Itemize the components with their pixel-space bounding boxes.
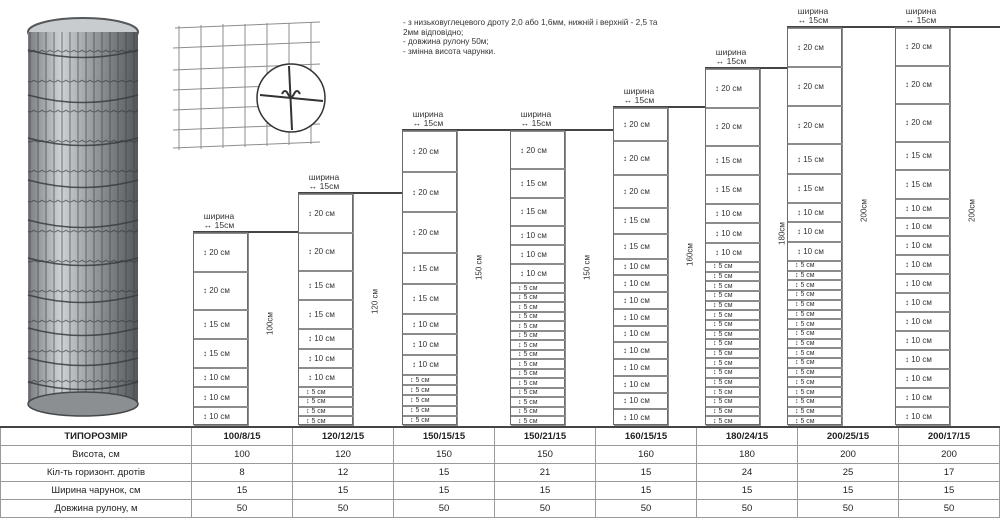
mesh-cell: ↕ 10 см xyxy=(896,199,951,218)
width-label-value: ↔ 15см xyxy=(715,56,747,66)
mesh-cell: ↕ 5 см xyxy=(706,407,761,417)
width-label-value: ↔ 15см xyxy=(905,15,937,25)
mesh-cell: ↕ 10 см xyxy=(896,218,951,237)
mesh-cell: ↕ 20 см xyxy=(896,28,951,66)
width-label-text: ширина xyxy=(623,86,655,96)
mesh-cell: ↕ 20 см xyxy=(788,106,843,145)
table-cell: 17 xyxy=(899,464,1000,482)
type-cell: 150/21/15 xyxy=(495,427,596,446)
mesh-cell: ↕ 10 см xyxy=(706,204,761,223)
table-row xyxy=(1,446,1000,464)
row-label: Ширина чарунок, см xyxy=(1,482,192,500)
mesh-cell: ↕ 15 см xyxy=(614,208,669,233)
mesh-cell: ↕ 5 см xyxy=(788,329,843,339)
mesh-cell: ↕ 5 см xyxy=(706,330,761,340)
mesh-cell: ↕ 20 см xyxy=(403,172,458,213)
mesh-cell: ↕ 20 см xyxy=(194,233,249,272)
width-label-value: ↔ 15см xyxy=(203,220,235,230)
mesh-cell: ↕ 5 см xyxy=(788,310,843,320)
cell-width-label xyxy=(701,48,761,66)
mesh-cell: ↕ 5 см xyxy=(511,283,566,293)
width-label-text: ширина xyxy=(203,211,235,221)
mesh-cell: ↕ 5 см xyxy=(511,331,566,341)
mesh-cell: ↕ 10 см xyxy=(706,223,761,242)
mesh-cell: ↕ 20 см xyxy=(614,141,669,174)
mesh-cell: ↕ 5 см xyxy=(706,301,761,311)
table-cell: 12 xyxy=(293,464,394,482)
table-cell: 200 xyxy=(899,446,1000,464)
table-cell: 15 xyxy=(394,464,495,482)
table-cell: 50 xyxy=(697,500,798,518)
mesh-cell: ↕ 15 см xyxy=(706,146,761,175)
mesh-cell: ↕ 5 см xyxy=(788,416,843,426)
cell-width-label xyxy=(891,7,951,25)
cell-width-label xyxy=(189,212,249,230)
mesh-cell: ↕ 5 см xyxy=(511,302,566,312)
note-line: - довжина рулону 50м; xyxy=(403,37,489,47)
note-line: - з низьковуглецевого дроту 2,0 або 1,6мм, нижній і верхній - 2,5 та xyxy=(403,18,658,27)
mesh-cell: ↕ 5 см xyxy=(403,416,458,426)
mesh-cell: ↕ 10 см xyxy=(706,243,761,262)
mesh-cell: ↕ 10 см xyxy=(896,350,951,369)
table-row xyxy=(1,482,1000,500)
table-cell: 21 xyxy=(495,464,596,482)
mesh-cell: ↕ 20 см xyxy=(614,175,669,208)
cell-width-label xyxy=(398,110,458,128)
mesh-cell: ↕ 5 см xyxy=(511,359,566,369)
mesh-cell: ↕ 5 см xyxy=(788,319,843,329)
mesh-cell: ↕ 5 см xyxy=(788,348,843,358)
mesh-cell: ↕ 10 см xyxy=(896,331,951,350)
panel-height-label: 200см xyxy=(859,199,869,223)
mesh-column xyxy=(402,130,457,425)
cell-width-label xyxy=(609,87,669,105)
row-label: Довжина рулону, м xyxy=(1,500,192,518)
mesh-cell: ↕ 5 см xyxy=(788,290,843,300)
table-cell: 50 xyxy=(596,500,697,518)
mesh-cell: ↕ 5 см xyxy=(706,320,761,330)
mesh-cell: ↕ 10 см xyxy=(511,226,566,245)
mesh-column xyxy=(705,68,760,425)
panel-height-label: 160см xyxy=(685,243,695,267)
note-line: 2мм відповідно; xyxy=(403,27,464,37)
mesh-column xyxy=(193,232,248,425)
product-notes xyxy=(403,18,658,56)
mesh-cell: ↕ 20 см xyxy=(194,272,249,311)
mesh-detail-image xyxy=(165,18,335,158)
mesh-cell: ↕ 5 см xyxy=(788,271,843,281)
mesh-cell: ↕ 5 см xyxy=(706,416,761,426)
mesh-cell: ↕ 10 см xyxy=(614,326,669,343)
mesh-column xyxy=(895,27,950,425)
mesh-cell: ↕ 20 см xyxy=(896,104,951,142)
mesh-cell: ↕ 5 см xyxy=(706,310,761,320)
mesh-cell: ↕ 10 см xyxy=(896,388,951,407)
type-cell: 150/15/15 xyxy=(394,427,495,446)
table-cell: 25 xyxy=(798,464,899,482)
mesh-cell: ↕ 10 см xyxy=(614,342,669,359)
table-cell: 15 xyxy=(899,482,1000,500)
panel-height-label: 100см xyxy=(265,311,275,335)
mesh-cell: ↕ 10 см xyxy=(896,293,951,312)
mesh-cell: ↕ 10 см xyxy=(896,255,951,274)
table-cell: 50 xyxy=(293,500,394,518)
mesh-cell: ↕ 15 см xyxy=(194,310,249,339)
table-cell: 50 xyxy=(192,500,293,518)
mesh-cell: ↕ 15 см xyxy=(194,339,249,368)
panel-height-label: 200см xyxy=(967,199,977,223)
width-label-value: ↔ 15см xyxy=(623,95,655,105)
table-cell: 180 xyxy=(697,446,798,464)
mesh-cell: ↕ 15 см xyxy=(614,234,669,259)
mesh-cell: ↕ 10 см xyxy=(403,314,458,334)
table-cell: 8 xyxy=(192,464,293,482)
mesh-cell: ↕ 10 см xyxy=(896,274,951,293)
mesh-cell: ↕ 5 см xyxy=(788,358,843,368)
width-label-text: ширина xyxy=(715,47,747,57)
type-cell: 180/24/15 xyxy=(697,427,798,446)
mesh-cell: ↕ 5 см xyxy=(403,375,458,385)
mesh-cell: ↕ 15 см xyxy=(299,300,354,329)
mesh-cell: ↕ 10 см xyxy=(194,407,249,426)
header-label: ТИПОРОЗМІР xyxy=(1,427,192,446)
mesh-cell: ↕ 15 см xyxy=(706,175,761,204)
mesh-cell: ↕ 5 см xyxy=(403,406,458,416)
table-cell: 15 xyxy=(495,482,596,500)
mesh-cell: ↕ 10 см xyxy=(614,309,669,326)
mesh-cell: ↕ 5 см xyxy=(706,387,761,397)
table-cell: 24 xyxy=(697,464,798,482)
cell-width-label xyxy=(783,7,843,25)
table-cell: 15 xyxy=(293,482,394,500)
mesh-cell: ↕ 15 см xyxy=(299,271,354,300)
mesh-cell: ↕ 20 см xyxy=(896,66,951,104)
mesh-cell: ↕ 5 см xyxy=(299,416,354,426)
mesh-cell: ↕ 10 см xyxy=(194,387,249,406)
fence-roll-image xyxy=(18,10,148,420)
mesh-column xyxy=(298,193,353,425)
mesh-cell: ↕ 10 см xyxy=(403,334,458,354)
table-cell: 15 xyxy=(798,482,899,500)
mesh-cell: ↕ 5 см xyxy=(788,387,843,397)
panel-height-label: 180см xyxy=(777,221,787,245)
width-label-text: ширина xyxy=(520,109,552,119)
width-label-value: ↔ 15см xyxy=(797,15,829,25)
type-cell: 200/17/15 xyxy=(899,427,1000,446)
mesh-cell: ↕ 5 см xyxy=(511,312,566,322)
mesh-cell: ↕ 10 см xyxy=(299,349,354,368)
mesh-column xyxy=(510,130,565,425)
mesh-cell: ↕ 10 см xyxy=(896,312,951,331)
table-header-row xyxy=(1,427,1000,446)
table-cell: 200 xyxy=(798,446,899,464)
width-label-text: ширина xyxy=(308,172,340,182)
mesh-cell: ↕ 20 см xyxy=(299,233,354,272)
mesh-cell: ↕ 5 см xyxy=(299,387,354,397)
mesh-cell: ↕ 10 см xyxy=(511,245,566,264)
mesh-cell: ↕ 10 см xyxy=(194,368,249,387)
mesh-cell: ↕ 5 см xyxy=(511,369,566,379)
mesh-cell: ↕ 5 см xyxy=(511,340,566,350)
mesh-cell: ↕ 10 см xyxy=(614,359,669,376)
mesh-cell: ↕ 5 см xyxy=(403,385,458,395)
mesh-cell: ↕ 5 см xyxy=(788,339,843,349)
table-cell: 50 xyxy=(798,500,899,518)
table-cell: 120 xyxy=(293,446,394,464)
mesh-cell: ↕ 5 см xyxy=(706,272,761,282)
width-label-text: ширина xyxy=(797,6,829,16)
width-label-value: ↔ 15см xyxy=(412,118,444,128)
mesh-cell: ↕ 20 см xyxy=(403,212,458,253)
mesh-cell: ↕ 5 см xyxy=(299,397,354,407)
mesh-cell: ↕ 10 см xyxy=(614,393,669,410)
mesh-cell: ↕ 5 см xyxy=(706,281,761,291)
mesh-cell: ↕ 10 см xyxy=(788,242,843,261)
table-cell: 150 xyxy=(495,446,596,464)
width-label-text: ширина xyxy=(412,109,444,119)
mesh-cell: ↕ 20 см xyxy=(706,108,761,147)
mesh-cell: ↕ 10 см xyxy=(511,264,566,283)
mesh-cell: ↕ 5 см xyxy=(788,300,843,310)
table-cell: 15 xyxy=(596,482,697,500)
table-cell: 15 xyxy=(697,482,798,500)
mesh-column xyxy=(787,27,842,425)
mesh-cell: ↕ 5 см xyxy=(706,378,761,388)
mesh-cell: ↕ 5 см xyxy=(788,261,843,271)
mesh-cell: ↕ 20 см xyxy=(706,69,761,108)
panel-height-label: 150 см xyxy=(474,254,484,280)
mesh-cell: ↕ 15 см xyxy=(896,142,951,170)
table-cell: 50 xyxy=(394,500,495,518)
mesh-cell: ↕ 5 см xyxy=(706,262,761,272)
mesh-cell: ↕ 10 см xyxy=(896,407,951,426)
cell-width-label xyxy=(294,173,354,191)
mesh-cell: ↕ 15 см xyxy=(896,170,951,198)
mesh-cell: ↕ 15 см xyxy=(403,253,458,284)
cell-width-label xyxy=(506,110,566,128)
mesh-cell: ↕ 5 см xyxy=(706,291,761,301)
mesh-cell: ↕ 20 см xyxy=(511,131,566,169)
table-row xyxy=(1,464,1000,482)
mesh-cell: ↕ 5 см xyxy=(511,407,566,417)
mesh-cell: ↕ 5 см xyxy=(788,377,843,387)
table-cell: 15 xyxy=(394,482,495,500)
panel-height-label: 150 см xyxy=(582,254,592,280)
mesh-cell: ↕ 5 см xyxy=(706,349,761,359)
mesh-cell: ↕ 5 см xyxy=(788,280,843,290)
mesh-cell: ↕ 5 см xyxy=(706,368,761,378)
mesh-cell: ↕ 10 см xyxy=(614,409,669,426)
mesh-cell: ↕ 20 см xyxy=(788,67,843,106)
mesh-cell: ↕ 5 см xyxy=(788,407,843,417)
type-cell: 100/8/15 xyxy=(192,427,293,446)
type-cell: 160/15/15 xyxy=(596,427,697,446)
specs-table xyxy=(0,426,1000,518)
width-label-text: ширина xyxy=(905,6,937,16)
mesh-cell: ↕ 5 см xyxy=(511,350,566,360)
table-cell: 100 xyxy=(192,446,293,464)
row-label: Висота, см xyxy=(1,446,192,464)
table-cell: 15 xyxy=(192,482,293,500)
mesh-cell: ↕ 15 см xyxy=(511,169,566,198)
note-line: - змінна висота чарунки. xyxy=(403,46,496,56)
mesh-cell: ↕ 5 см xyxy=(706,339,761,349)
table-cell: 50 xyxy=(495,500,596,518)
mesh-cell: ↕ 10 см xyxy=(896,236,951,255)
mesh-cell: ↕ 10 см xyxy=(403,355,458,375)
mesh-cell: ↕ 10 см xyxy=(614,376,669,393)
mesh-cell: ↕ 5 см xyxy=(299,407,354,417)
mesh-cell: ↕ 20 см xyxy=(299,194,354,233)
mesh-cell: ↕ 5 см xyxy=(788,368,843,378)
mesh-cell: ↕ 5 см xyxy=(706,397,761,407)
width-label-value: ↔ 15см xyxy=(308,181,340,191)
table-cell: 50 xyxy=(899,500,1000,518)
mesh-cell: ↕ 20 см xyxy=(403,131,458,172)
type-cell: 200/25/15 xyxy=(798,427,899,446)
mesh-cell: ↕ 5 см xyxy=(511,416,566,426)
mesh-cell: ↕ 10 см xyxy=(299,368,354,387)
mesh-cell: ↕ 15 см xyxy=(788,174,843,203)
mesh-cell: ↕ 10 см xyxy=(788,203,843,222)
mesh-cell: ↕ 20 см xyxy=(788,28,843,67)
type-cell: 120/12/15 xyxy=(293,427,394,446)
mesh-column xyxy=(613,107,668,425)
mesh-cell: ↕ 15 см xyxy=(788,144,843,173)
table-cell: 150 xyxy=(394,446,495,464)
mesh-cell: ↕ 5 см xyxy=(511,378,566,388)
mesh-cell: ↕ 15 см xyxy=(403,284,458,315)
mesh-cell: ↕ 5 см xyxy=(511,388,566,398)
mesh-cell: ↕ 20 см xyxy=(614,108,669,141)
mesh-cell: ↕ 10 см xyxy=(299,329,354,348)
mesh-cell: ↕ 5 см xyxy=(788,397,843,407)
row-label: Кіл-ть горизонт. дротів xyxy=(1,464,192,482)
mesh-cell: ↕ 5 см xyxy=(511,397,566,407)
mesh-cell: ↕ 5 см xyxy=(403,395,458,405)
mesh-cell: ↕ 10 см xyxy=(788,222,843,241)
table-cell: 160 xyxy=(596,446,697,464)
panel-height-label: 120 см xyxy=(370,289,380,315)
mesh-cell: ↕ 10 см xyxy=(614,259,669,276)
mesh-cell: ↕ 10 см xyxy=(614,275,669,292)
table-cell: 15 xyxy=(596,464,697,482)
mesh-cell: ↕ 10 см xyxy=(896,369,951,388)
mesh-cell: ↕ 15 см xyxy=(511,198,566,227)
mesh-cell: ↕ 5 см xyxy=(706,358,761,368)
mesh-cell: ↕ 5 см xyxy=(511,321,566,331)
mesh-cell: ↕ 5 см xyxy=(511,293,566,303)
width-label-value: ↔ 15см xyxy=(520,118,552,128)
mesh-cell: ↕ 10 см xyxy=(614,292,669,309)
